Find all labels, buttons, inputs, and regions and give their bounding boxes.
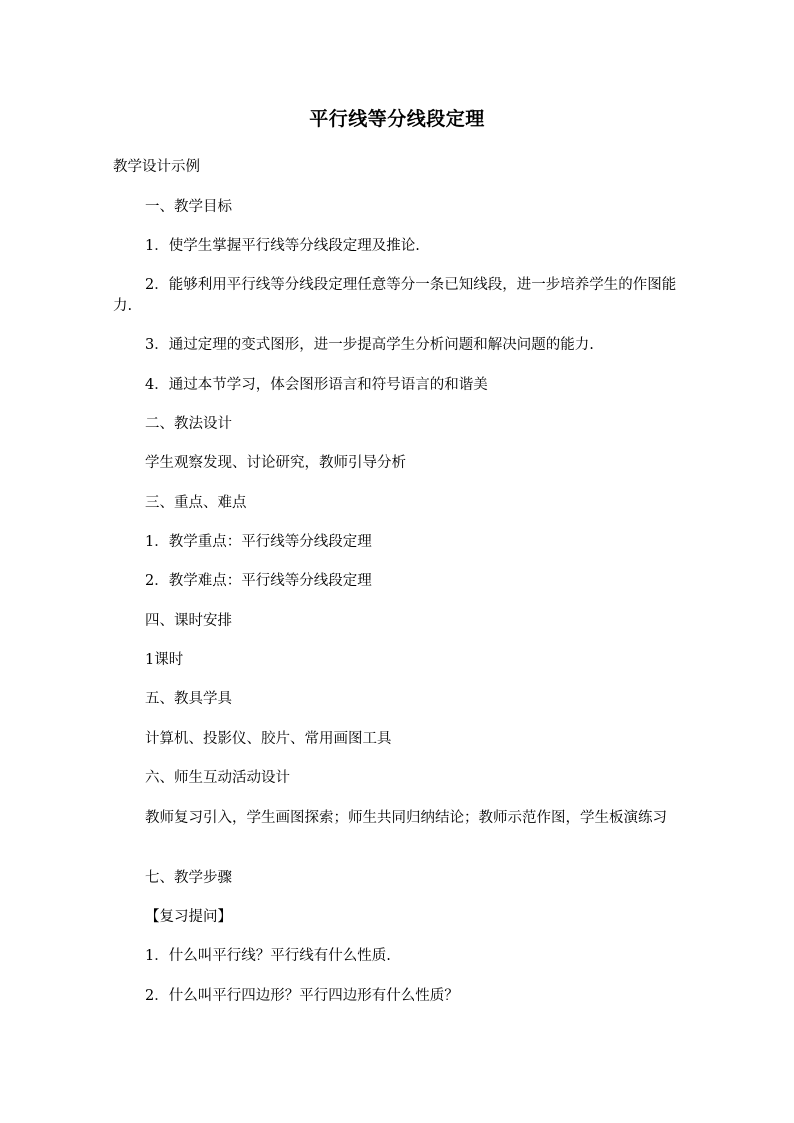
heading-teaching-goals: 一、教学目标 xyxy=(145,199,232,215)
heading-class-hours: 四、课时安排 xyxy=(145,613,232,629)
heading-teaching-tools: 五、教具学具 xyxy=(145,691,232,707)
paragraph-design-example: 教学设计示例 xyxy=(113,159,200,175)
heading-key-points: 三、重点、难点 xyxy=(145,495,247,511)
interaction-design-text: 教师复习引入，学生画图探索；师生共同归纳结论；教师示范作图，学生板演练习 xyxy=(145,810,667,826)
teaching-tools-text: 计算机、投影仪、胶片、常用画图工具 xyxy=(145,731,392,747)
goal-item-3: 3．通过定理的变式图形，进一步提高学生分析问题和解决问题的能力. xyxy=(145,337,594,353)
key-point-item: 1．教学重点：平行线等分线段定理 xyxy=(145,534,372,550)
review-question-2: 2．什么叫平行四边形？平行四边形有什么性质？ xyxy=(145,988,459,1004)
teaching-method-text: 学生观察发现、讨论研究，教师引导分析 xyxy=(145,455,406,471)
goal-item-1: 1．使学生掌握平行线等分线段定理及推论. xyxy=(145,238,420,254)
difficult-point-item: 2．教学难点：平行线等分线段定理 xyxy=(145,573,372,589)
document-title: 平行线等分线段定理 xyxy=(309,108,485,130)
heading-teaching-method: 二、教法设计 xyxy=(145,416,232,432)
class-hours-text: 1课时 xyxy=(145,652,184,668)
review-questions-heading: 【复习提问】 xyxy=(145,909,232,925)
heading-interaction-design: 六、师生互动活动设计 xyxy=(145,770,290,786)
heading-teaching-steps: 七、教学步骤 xyxy=(145,870,232,886)
goal-item-4: 4．通过本节学习，体会图形语言和符号语言的和谐美 xyxy=(145,377,488,393)
goal-item-2: 2．能够利用平行线等分线段定理任意等分一条已知线段，进一步培养学生的作图能力. xyxy=(113,277,677,314)
review-question-1: 1．什么叫平行线？平行线有什么性质. xyxy=(145,948,391,964)
